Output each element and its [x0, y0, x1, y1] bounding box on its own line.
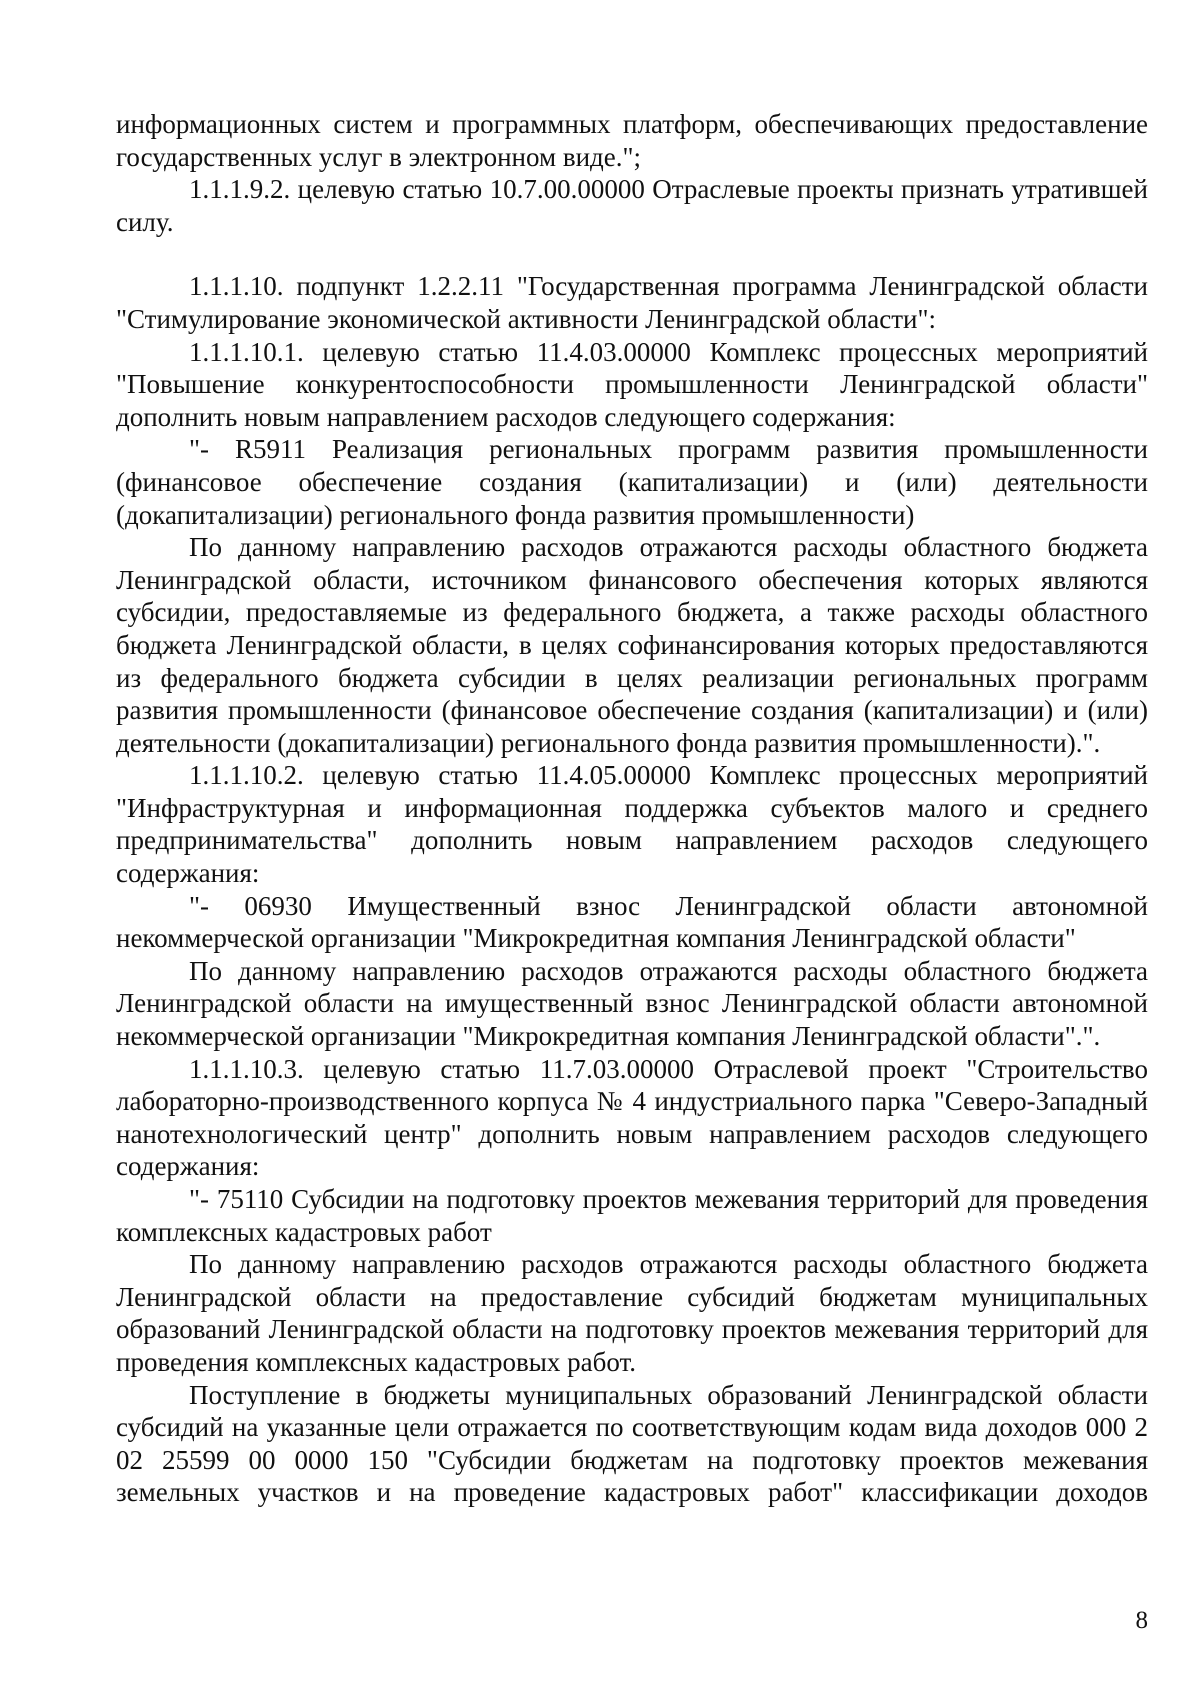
paragraph-item-1-1-1-10: 1.1.1.10. подпункт 1.2.2.11 "Государственная программа Ленинградской области "Стимулирование экономической активности Ленинградской области": [116, 271, 1148, 334]
paragraph-expense-06930: "- 06930 Имущественный взнос Ленинградской области автономной некоммерческой организации "Микрокредитная компания Ленинградской области" [116, 890, 1148, 954]
paragraph-expense-06930-description: По данному направлению расходов отражаются расходы областного бюджета Ленинградской области на имущественный взнос Ленинградской области автономной некоммерческой организации "Микрокредитная компания Ленинградской области".". [116, 955, 1148, 1052]
paragraph-income-note: Поступление в бюджеты муниципальных образований Ленинградской области субсидий на указанные цели отражается по соответствующим кодам вида доходов 000 2 02 25599 00 0000 150 "Субсидии бюджетам на подготовку проектов межевания земельных участков и на проведение кадастровых работ" классификации доходов [116, 1379, 1148, 1508]
document-page [116, 108, 1148, 1509]
paragraph-expense-75110: "- 75110 Субсидии на подготовку проектов межевания территорий для проведения комплексных кадастровых работ [116, 1184, 1148, 1247]
paragraph-item-1-1-1-10-3: 1.1.1.10.3. целевую статью 11.7.03.00000 Отраслевой проект "Строительство лабораторно-производственного корпуса № 4 индустриального парка "Северо-Западный нанотехнологический центр" дополнить новым направлением расходов следующего содержания: [116, 1053, 1148, 1182]
paragraph-expense-75110-description: По данному направлению расходов отражаются расходы областного бюджета Ленинградской области на предоставление субсидий бюджетам муниципальных образований Ленинградской области на подготовку проектов межевания территорий для проведения комплексных кадастровых работ. [116, 1249, 1148, 1377]
paragraph-continuation: информационных систем и программных платформ, обеспечивающих предоставление государственных услуг в электронном виде."; [116, 109, 1148, 172]
page-number: 8 [1135, 1607, 1148, 1634]
paragraph-item-1-1-1-10-2: 1.1.1.10.2. целевую статью 11.4.05.00000 Комплекс процессных мероприятий "Инфраструктурная и информационная поддержка субъектов малого и среднего предпринимательства" дополнить новым направлением расходов следующего содержания: [116, 760, 1148, 889]
paragraph-item-1-1-1-9-2: 1.1.1.9.2. целевую статью 10.7.00.00000 Отраслевые проекты признать утратившей силу. [116, 174, 1148, 237]
paragraph-item-1-1-1-10-1: 1.1.1.10.1. целевую статью 11.4.03.00000 Комплекс процессных мероприятий "Повышение конкурентоспособности промышленности Ленинградской области" дополнить новым направлением расходов следующего содержания: [116, 336, 1148, 432]
paragraph-expense-r5911-description: По данному направлению расходов отражаются расходы областного бюджета Ленинградской области, источником финансового обеспечения которых являются субсидии, предоставляемые из федерального бюджета, а также расходы областного бюджета Ленинградской области, в целях софинансирования которых предоставляются из федерального бюджета субсидии в целях реализации региональных программ развития промышленности (финансовое обеспечение создания (капитализации) и (или) деятельности (докапитализации) регионального фонда развития промышленности).". [116, 532, 1148, 758]
paragraph-expense-r5911: "- R5911 Реализация региональных программ развития промышленности (финансовое обеспечение создания (капитализации) и (или) деятельности (докапитализации) регионального фонда развития промышленности) [116, 434, 1148, 530]
